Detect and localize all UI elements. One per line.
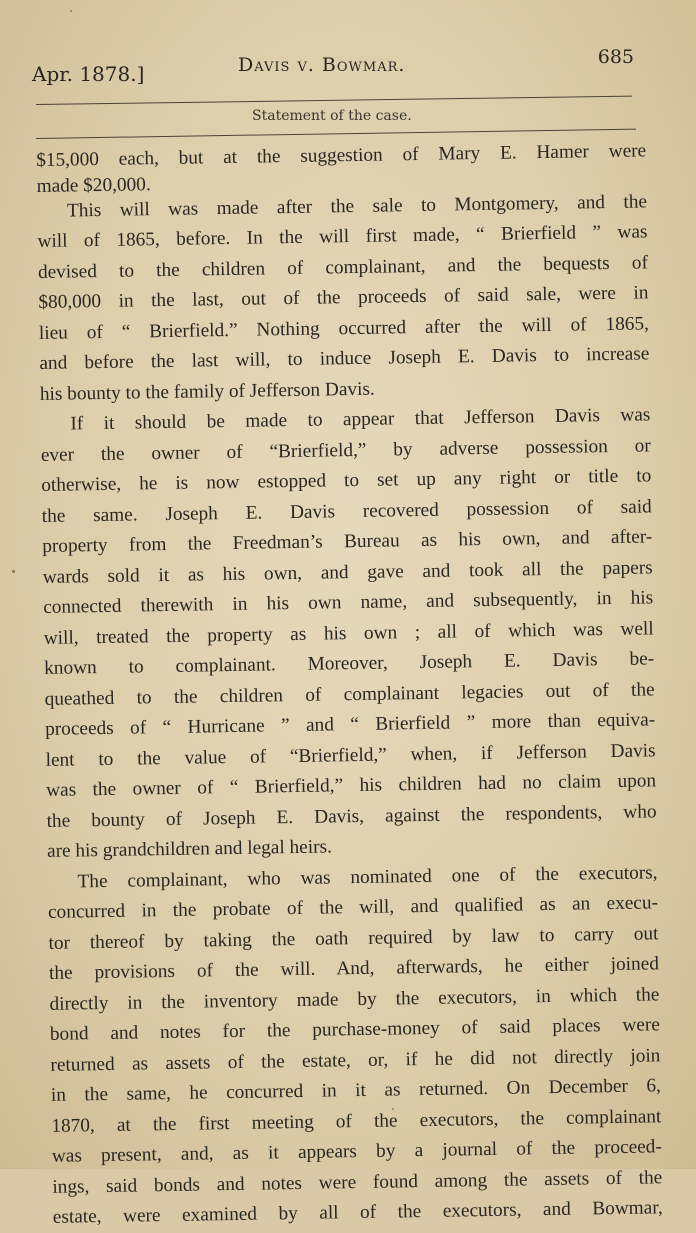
running-head-title: Davis v. Bowmar. — [238, 54, 406, 76]
paper-speck — [12, 570, 15, 573]
running-head-date: Apr. 1878.] — [32, 62, 145, 86]
text-line: otherwise, he is now estopped to set up any right or title to — [41, 465, 652, 496]
statement-body-text — [36, 136, 663, 1233]
text-line: in the same, he concurred in it as returned. On December 6, — [50, 1075, 662, 1106]
text-line: queathed to the children of complainant legacies out of the — [44, 678, 655, 710]
text-line: The complainant, who was nominated one of the executors, — [77, 861, 658, 892]
text-line: the same. Joseph E. Davis recovered possession of said — [41, 495, 652, 527]
text-line: ings, said bonds and notes were found among the assets of the — [52, 1166, 663, 1198]
running-head — [30, 44, 642, 84]
text-line: are his grandchildren and legal heirs. — [46, 836, 333, 862]
text-line: estate, were examined by all of the executors, and Bowmar, — [52, 1197, 663, 1228]
text-line: his bounty to the family of Jefferson Davis. — [39, 378, 375, 405]
text-line: This will was made after the sale to Montgomery, and the — [66, 190, 648, 222]
text-line: devised to the children of complainant, and the bequests of — [37, 251, 649, 283]
text-line: concurred in the probate of the will, and qualified as an execu- — [47, 892, 659, 923]
text-line: tor thereof by taking the oath required by law to carry out — [48, 922, 659, 954]
text-line: lieu of “ Brierfield.” Nothing occurred after the will of 1865, — [38, 312, 650, 344]
text-line: $15,000 each, but at the suggestion of Mary E. Hamer were — [36, 140, 647, 171]
text-line: property from the Freedman’s Bureau as his own, and after- — [42, 526, 653, 557]
page-number: 685 — [597, 46, 634, 68]
text-line: was present, and, as it appears by a journal of the proceed- — [51, 1136, 662, 1167]
section-subheading: Statement of the case. — [252, 108, 412, 124]
text-line: will of 1865, before. In the will first made, “ Brierfield ” was — [37, 221, 648, 252]
text-line: was the owner of “ Brierfield,” his children had no claim upon — [45, 770, 657, 801]
text-line: proceeds of “ Hurricane ” and “ Brierfield ” more than equiva- — [45, 709, 656, 740]
paper-speck — [70, 10, 72, 12]
text-line: directly in the inventory made by the executors, in which the — [49, 983, 660, 1015]
text-line: the provisions of the will. And, afterwards, he either joined — [48, 953, 660, 984]
text-line: 1870, at the first meeting of the executors, the complainant — [51, 1105, 662, 1137]
text-line: will, treated the property as his own ; all of which was well — [43, 617, 654, 649]
text-line: wards sold it as his own, and gave and took all the papers — [42, 556, 653, 588]
text-line: the bounty of Joseph E. Davis, against the respondents, who — [46, 800, 657, 832]
text-line: made $20,000. — [36, 173, 151, 197]
text-line: If it should be made to appear that Jefferson Davis was — [70, 404, 651, 435]
text-line: known to complainant. Moreover, Joseph E. Davis be- — [44, 648, 655, 679]
text-line: ever the owner of “Brierfield,” by adverse possession or — [40, 434, 651, 466]
text-line: and before the last will, to induce Joseph E. Davis to increase — [39, 343, 650, 374]
text-line: bond and notes for the purchase-money of said places were — [49, 1014, 661, 1045]
text-line: lent to the value of “Brierfield,” when, if Jefferson Davis — [45, 739, 656, 771]
header-rule-top — [36, 96, 632, 105]
text-line: returned as assets of the estate, or, if he did not directly join — [50, 1044, 661, 1076]
text-line: connected therewith in his own name, and subsequently, in his — [43, 587, 654, 618]
text-line: $80,000 in the last, out of the proceeds of said sale, were in — [38, 282, 649, 313]
